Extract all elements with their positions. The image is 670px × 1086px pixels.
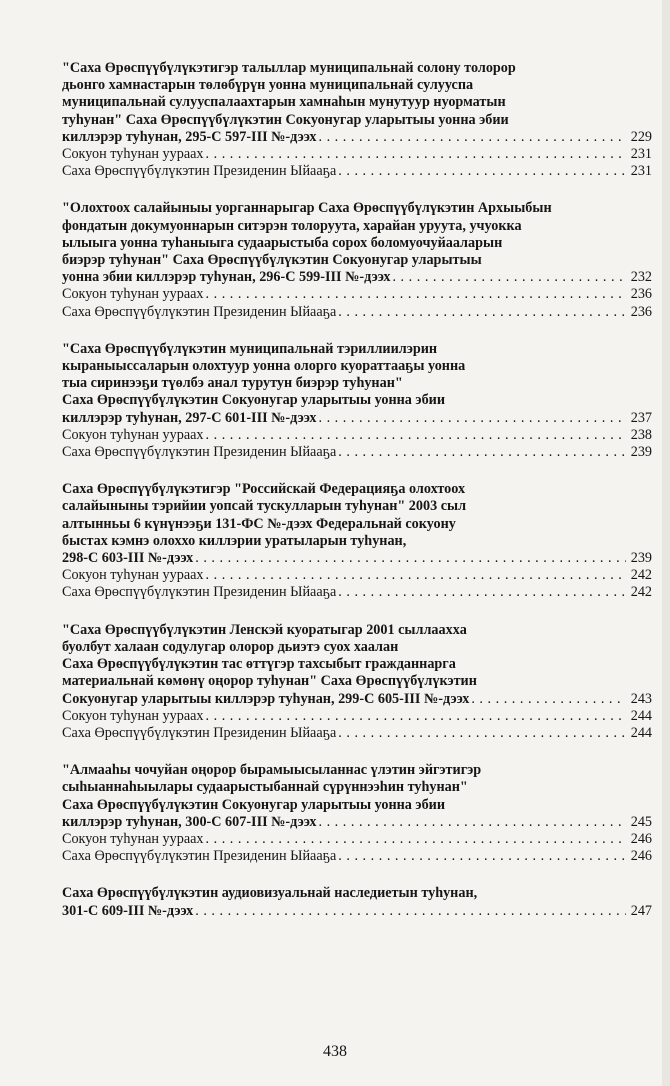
entry-title-text: 301-С 609-III №-дээх bbox=[62, 902, 194, 919]
sub-entry bbox=[62, 567, 652, 584]
entry-title-line: тыа сиринээҕи түөлбэ анал турутун биэрэр туһунан" bbox=[62, 375, 403, 392]
sub-entry bbox=[62, 725, 652, 742]
sub-entry bbox=[62, 584, 652, 601]
entry-title-line: буолбут халаан содулугар олорор дьиэтэ суох хаалан bbox=[62, 638, 399, 655]
entry-page: 245 bbox=[630, 813, 652, 830]
sub-entry bbox=[62, 163, 652, 180]
entry-title-line: муниципальнай сулууспалаахтарын хамнаһын мунутуур нуорматын bbox=[62, 94, 506, 111]
leader-dots bbox=[338, 725, 626, 742]
leader-dots bbox=[206, 286, 626, 303]
sub-entry bbox=[62, 146, 652, 163]
sub-entry bbox=[62, 444, 652, 461]
leader-dots bbox=[338, 848, 626, 865]
leader-dots bbox=[318, 410, 626, 427]
sub-entry-page: 246 bbox=[630, 848, 652, 865]
entry-title-line: сыһыаннаһыылары судаарыстыбаннай сүрүннээһин туһунан" bbox=[62, 779, 468, 796]
leader-dots bbox=[338, 304, 626, 321]
toc-entry bbox=[62, 885, 652, 919]
leader-dots bbox=[338, 584, 626, 601]
entry-title-text: уонна эбии киллэрэр туһунан, 296-С 599-III №-дээх bbox=[62, 269, 391, 286]
entry-title-line: Саха Өрөспүүбүлүкэтин Сокуонугар уларытыы уонна эбии bbox=[62, 796, 446, 813]
page-number: 438 bbox=[323, 1043, 347, 1060]
entry-title-line: кыраныыссаларын олохтуур уонна олорго куораттааҕы уонна bbox=[62, 358, 466, 375]
entry-page: 232 bbox=[630, 269, 652, 286]
toc-entry bbox=[62, 762, 652, 865]
entry-title-line: Саха Өрөспүүбүлүкэтин тас өттүгэр тахсыбыт гражданнарга bbox=[62, 656, 456, 673]
leader-dots bbox=[206, 708, 626, 725]
entry-title-last-line bbox=[62, 814, 652, 831]
toc-entry bbox=[62, 341, 652, 461]
entry-title-last-line bbox=[62, 550, 652, 567]
sub-entry-label: Саха Өрөспүүбүлүкэтин Президенин Ыйааҕа bbox=[62, 444, 337, 461]
leader-dots bbox=[338, 163, 626, 180]
entry-title-text: Сокуонугар уларытыы киллэрэр туһунан, 299-С 605-III №-дээх bbox=[62, 690, 470, 707]
entry-title-last-line bbox=[62, 903, 652, 920]
leader-dots bbox=[338, 444, 626, 461]
sub-entry-label: Саха Өрөспүүбүлүкэтин Президенин Ыйааҕа bbox=[62, 724, 337, 741]
leader-dots bbox=[471, 691, 626, 708]
entry-page: 243 bbox=[630, 690, 652, 707]
page-edge-shadow bbox=[662, 0, 670, 1086]
entry-title-last-line bbox=[62, 410, 652, 427]
entry-title-line: Саха Өрөспүүбүлүкэтигэр "Российскай Федерацияҕа олохтоох bbox=[62, 481, 466, 498]
sub-entry-label: Сокуон туһунан уураах bbox=[62, 426, 204, 443]
leader-dots bbox=[195, 550, 626, 567]
toc-entry bbox=[62, 622, 652, 742]
entry-title-line: "Саха Өрөспүүбүлүкэтин Ленскэй куоратыгар 2001 сыллааххa bbox=[62, 621, 467, 638]
entry-title-line: дьонго хамнастарын төлөбүрүн уонна муниципальнай сулууспа bbox=[62, 77, 474, 94]
entry-title-last-line bbox=[62, 129, 652, 146]
sub-entry-page: 236 bbox=[630, 286, 652, 303]
sub-entry-page: 244 bbox=[630, 724, 652, 741]
leader-dots bbox=[318, 814, 626, 831]
entry-title-text: киллэрэр туһунан, 295-С 597-III №-дээх bbox=[62, 128, 317, 145]
entry-title-text: 298-С 603-III №-дээх bbox=[62, 550, 194, 567]
entry-title-line: быстах кэмнэ олоххо киллэрии уратыларын туһунан, bbox=[62, 532, 407, 549]
leader-dots bbox=[206, 567, 626, 584]
entry-title-line: ылыыга уонна туһаныыга судаарыстыба сорох боломуочуйааларын bbox=[62, 234, 503, 251]
sub-entry-page: 231 bbox=[630, 163, 652, 180]
sub-entry-label: Саха Өрөспүүбүлүкэтин Президенин Ыйааҕа bbox=[62, 303, 337, 320]
leader-dots bbox=[206, 427, 626, 444]
sub-entry-label: Сокуон туһунан уураах bbox=[62, 286, 204, 303]
entry-title-line: "Саха Өрөспүүбүлүкэтигэр талыллар муниципальнай солону толорор bbox=[62, 60, 516, 76]
entry-title-line: "Алмааһы чочуйан оңорор бырамыысыланнас үлэтин эйгэтигэр bbox=[62, 762, 482, 779]
entry-page: 237 bbox=[630, 409, 652, 426]
sub-entry-page: 242 bbox=[630, 584, 652, 601]
sub-entry bbox=[62, 848, 652, 865]
entry-title-last-line bbox=[62, 269, 652, 286]
leader-dots bbox=[206, 831, 626, 848]
toc-entry bbox=[62, 60, 652, 180]
sub-entry-label: Саха Өрөспүүбүлүкэтин Президенин Ыйааҕа bbox=[62, 848, 337, 865]
sub-entry-label: Сокуон туһунан уураах bbox=[62, 707, 204, 724]
sub-entry-page: 242 bbox=[630, 567, 652, 584]
sub-entry bbox=[62, 304, 652, 321]
entry-page: 239 bbox=[630, 550, 652, 567]
entry-title-line: биэрэр туһунан" Саха Өрөспүүбүлүкэтин Сокуонугар уларытыы bbox=[62, 252, 482, 269]
entry-page: 247 bbox=[630, 902, 652, 919]
sub-entry-page: 246 bbox=[630, 830, 652, 847]
sub-entry-page: 238 bbox=[630, 426, 652, 443]
toc-entry bbox=[62, 200, 652, 320]
entry-title-line: Саха Өрөспүүбүлүкэтин аудиовизуальнай наследиетын туһунан, bbox=[62, 885, 478, 902]
sub-entry-label: Сокуон туһунан уураах bbox=[62, 567, 204, 584]
leader-dots bbox=[195, 903, 626, 920]
entry-title-line: материальнай көмөнү оңорор туһунан" Саха Өрөспүүбүлүкэтин bbox=[62, 673, 477, 690]
sub-entry bbox=[62, 427, 652, 444]
leader-dots bbox=[392, 269, 626, 286]
sub-entry-label: Саха Өрөспүүбүлүкэтин Президенин Ыйааҕа bbox=[62, 584, 337, 601]
sub-entry-page: 236 bbox=[630, 303, 652, 320]
entry-title-line: "Олохтоох салайыныы уорганнарыгар Саха Өрөспүүбүлүкэтин Архыыбын bbox=[62, 200, 552, 217]
entry-title-last-line bbox=[62, 691, 652, 708]
entry-title-line: алтынньы 6 күнүнээҕи 131-ФС №-дээх Федеральнай сокуону bbox=[62, 515, 456, 532]
entry-title-text: киллэрэр туһунан, 300-С 607-III №-дээх bbox=[62, 813, 317, 830]
sub-entry-page: 239 bbox=[630, 444, 652, 461]
toc-entry bbox=[62, 481, 652, 601]
sub-entry-label: Сокуон туһунан уураах bbox=[62, 830, 204, 847]
entry-title-line: туһунан" Саха Өрөспүүбүлүкэтин Сокуонугар уларытыы уонна эбии bbox=[62, 111, 509, 128]
entry-title-line: фондатын докумуоннарын ситэрэн толоруута, харайан уруута, учуокка bbox=[62, 217, 522, 234]
sub-entry-label: Сокуон туһунан уураах bbox=[62, 146, 204, 163]
entry-title-line: салайыныны тэрийии уопсай тускулларын туһунан" 2003 сыл bbox=[62, 498, 467, 515]
leader-dots bbox=[206, 146, 626, 163]
sub-entry bbox=[62, 708, 652, 725]
entry-title-line: "Саха Өрөспүүбүлүкэтин муниципальнай тэриллиилэрин bbox=[62, 340, 438, 357]
sub-entry-label: Саха Өрөспүүбүлүкэтин Президенин Ыйааҕа bbox=[62, 163, 337, 180]
sub-entry bbox=[62, 286, 652, 303]
entry-page: 229 bbox=[630, 128, 652, 145]
entry-title-text: киллэрэр туһунан, 297-С 601-III №-дээх bbox=[62, 409, 317, 426]
sub-entry bbox=[62, 831, 652, 848]
table-of-contents bbox=[62, 60, 652, 940]
entry-title-line: Саха Өрөспүүбүлүкэтин Сокуонугар уларытыы уонна эбии bbox=[62, 392, 446, 409]
leader-dots bbox=[318, 129, 626, 146]
sub-entry-page: 231 bbox=[630, 146, 652, 163]
sub-entry-page: 244 bbox=[630, 707, 652, 724]
